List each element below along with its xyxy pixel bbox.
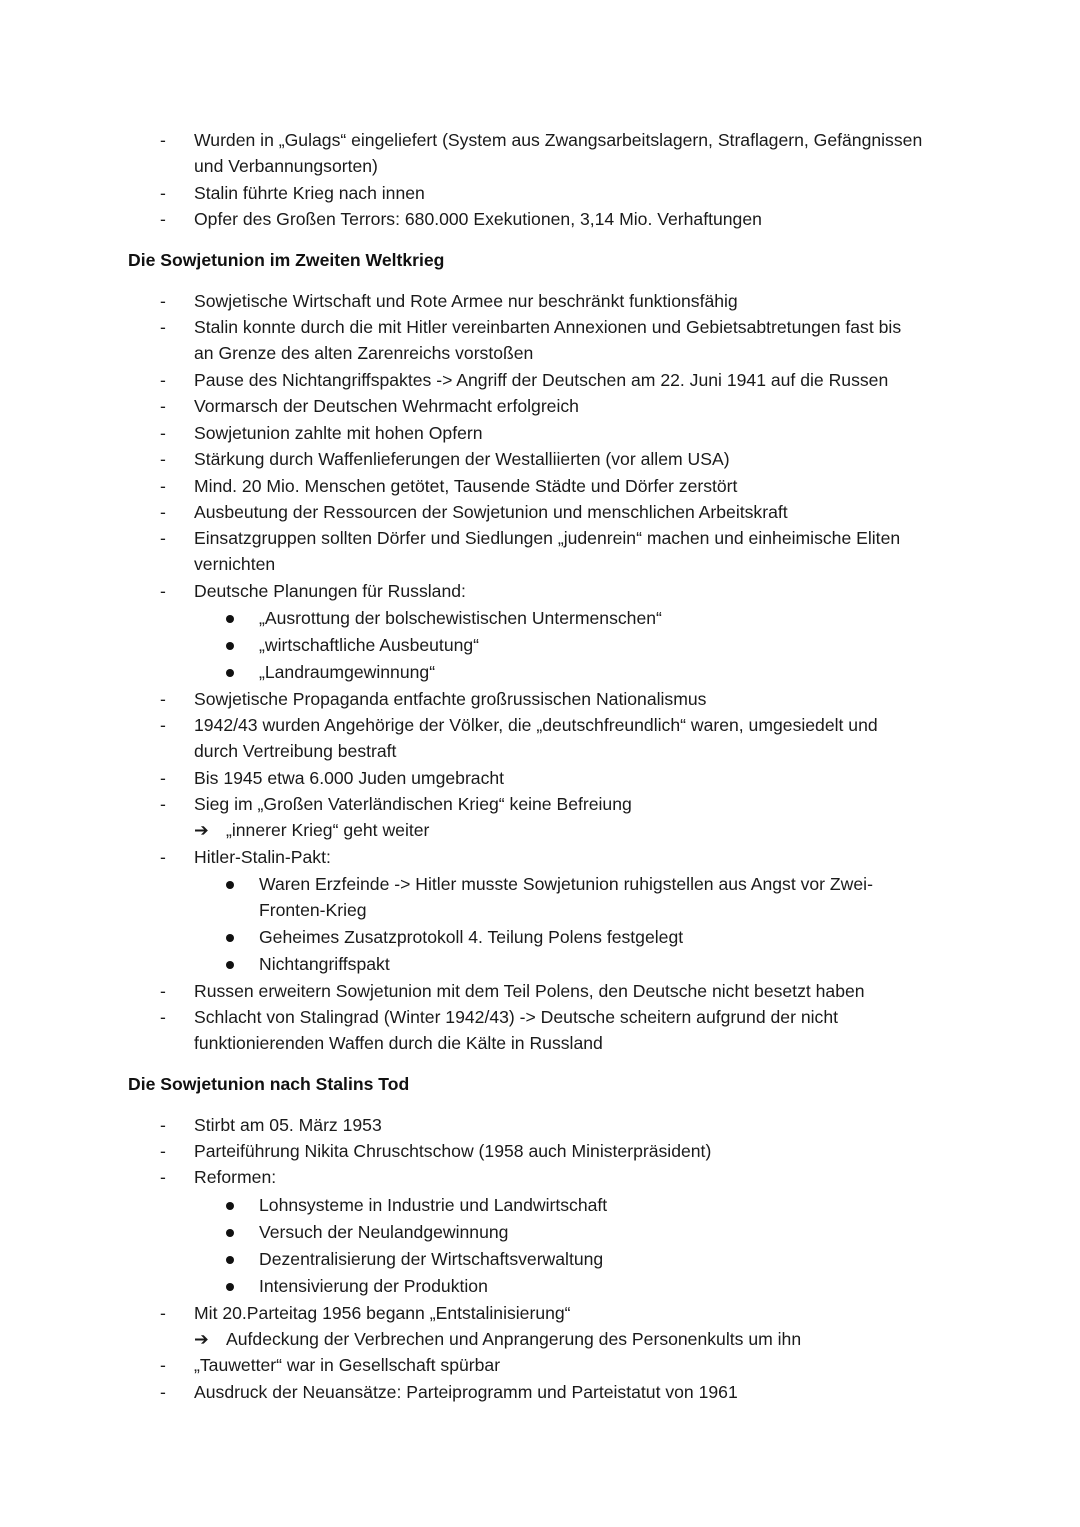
list-item <box>160 499 960 525</box>
dash-marker: - <box>160 476 166 496</box>
section-heading: Die Sowjetunion im Zweiten Weltkrieg <box>128 250 445 270</box>
list-item <box>160 844 960 870</box>
list-item <box>160 367 960 393</box>
dash-marker: - <box>160 1115 166 1135</box>
dash-marker: - <box>160 370 166 390</box>
list-item-text: Ausbeutung der Ressourcen der Sowjetunion und menschlichen Arbeitskraft <box>194 502 788 522</box>
dash-marker: - <box>160 317 166 337</box>
dash-marker: - <box>160 715 166 735</box>
arrow-note <box>194 817 954 843</box>
list-item-text: Mit 20.Parteitag 1956 begann „Entstalinisierung“ <box>194 1303 571 1323</box>
dash-marker: - <box>160 768 166 788</box>
dash-marker: - <box>160 847 166 867</box>
bullet-dot <box>226 961 234 969</box>
dash-marker: - <box>160 981 166 1001</box>
sub-list-item <box>224 951 924 977</box>
arrow-right-icon: ➔ <box>194 820 209 840</box>
list-item <box>160 1138 960 1164</box>
list-item <box>160 473 960 499</box>
bullet-dot <box>226 881 234 889</box>
dash-marker: - <box>160 794 166 814</box>
list-item <box>160 578 960 604</box>
list-item <box>160 712 960 765</box>
list-item-text: Parteiführung Nikita Chruschtschow (1958 auch Ministerpräsident) <box>194 1141 712 1161</box>
dash-marker: - <box>160 396 166 416</box>
sub-list-item-text: Nichtangriffspakt <box>259 954 390 974</box>
arrow-note <box>194 1326 954 1352</box>
list-item <box>160 1300 960 1326</box>
list-item <box>160 1352 960 1378</box>
dash-marker: - <box>160 183 166 203</box>
dash-marker: - <box>160 502 166 522</box>
list-item-text: Russen erweitern Sowjetunion mit dem Teil Polens, den Deutsche nicht besetzt haben <box>194 981 865 1001</box>
dash-marker: - <box>160 423 166 443</box>
list-item <box>160 791 960 817</box>
list-item <box>160 314 960 367</box>
dash-marker: - <box>160 1382 166 1402</box>
section-heading: Die Sowjetunion nach Stalins Tod <box>128 1074 410 1094</box>
sub-list-item-text: Intensivierung der Produktion <box>259 1276 488 1296</box>
list-item-text: Mind. 20 Mio. Menschen getötet, Tausende Städte und Dörfer zerstört <box>194 476 738 496</box>
dash-marker: - <box>160 1303 166 1323</box>
dash-marker: - <box>160 581 166 601</box>
list-item-text: Sowjetunion zahlte mit hohen Opfern <box>194 423 483 443</box>
list-item <box>160 1004 960 1057</box>
list-item-text: 1942/43 wurden Angehörige der Völker, die „deutschfreundlich“ waren, umgesiedelt und durch Vertreibung bestraft <box>194 715 878 762</box>
bullet-dot <box>226 615 234 623</box>
bullet-dot <box>226 1283 234 1291</box>
list-item <box>160 1379 960 1405</box>
list-item <box>160 978 960 1004</box>
dash-marker: - <box>160 689 166 709</box>
list-item-text: Stirbt am 05. März 1953 <box>194 1115 382 1135</box>
dash-marker: - <box>160 449 166 469</box>
list-item-text: Stärkung durch Waffenlieferungen der Westalliierten (vor allem USA) <box>194 449 730 469</box>
dash-marker: - <box>160 291 166 311</box>
sub-list-item-text: „Ausrottung der bolschewistischen Untermenschen“ <box>259 608 662 628</box>
bullet-dot <box>226 1229 234 1237</box>
sub-list-item <box>224 871 924 924</box>
list-item-text: Sieg im „Großen Vaterländischen Krieg“ keine Befreiung <box>194 794 632 814</box>
list-item <box>160 446 960 472</box>
dash-marker: - <box>160 209 166 229</box>
dash-marker: - <box>160 1141 166 1161</box>
bullet-dot <box>226 1256 234 1264</box>
list-item-text: Sowjetische Propaganda entfachte großrussischen Nationalismus <box>194 689 707 709</box>
list-item-text: Sowjetische Wirtschaft und Rote Armee nur beschränkt funktionsfähig <box>194 291 738 311</box>
list-item <box>160 1164 960 1190</box>
list-item-text: Einsatzgruppen sollten Dörfer und Siedlungen „judenrein“ machen und einheimische Eliten vernichten <box>194 528 901 575</box>
list-item-text: Schlacht von Stalingrad (Winter 1942/43) -> Deutsche scheitern aufgrund der nicht funktionierenden Waffen durch die Kälte in Russland <box>194 1007 838 1054</box>
list-item-text: Ausdruck der Neuansätze: Parteiprogramm und Parteistatut von 1961 <box>194 1382 738 1402</box>
sub-list-item <box>224 605 924 631</box>
list-item-text: Hitler-Stalin-Pakt: <box>194 847 331 867</box>
sub-list-item-text: Dezentralisierung der Wirtschaftsverwaltung <box>259 1249 604 1269</box>
sub-list-item <box>224 659 924 685</box>
list-item <box>160 206 960 232</box>
list-item <box>160 686 960 712</box>
list-item-text: Reformen: <box>194 1167 277 1187</box>
list-item-text: Pause des Nichtangriffspaktes -> Angriff der Deutschen am 22. Juni 1941 auf die Russen <box>194 370 889 390</box>
list-item-text: Opfer des Großen Terrors: 680.000 Exekutionen, 3,14 Mio. Verhaftungen <box>194 209 762 229</box>
sub-list-item-text: Lohnsysteme in Industrie und Landwirtschaft <box>259 1195 608 1215</box>
list-item <box>160 1112 960 1138</box>
bullet-dot <box>226 669 234 677</box>
sub-list-item <box>224 1219 924 1245</box>
bullet-dot <box>226 934 234 942</box>
bullet-dot <box>226 642 234 650</box>
list-item-text: „Tauwetter“ war in Gesellschaft spürbar <box>194 1355 501 1375</box>
sub-list-item-text: Geheimes Zusatzprotokoll 4. Teilung Polens festgelegt <box>259 927 684 947</box>
sub-list-item-text: Versuch der Neulandgewinnung <box>259 1222 509 1242</box>
list-item-text: Bis 1945 etwa 6.000 Juden umgebracht <box>194 768 505 788</box>
arrow-note-text: Aufdeckung der Verbrechen und Anprangerung des Personenkults um ihn <box>226 1329 802 1349</box>
sub-list-item-text: Waren Erzfeinde -> Hitler musste Sowjetunion ruhigstellen aus Angst vor Zwei- Fronten-Krieg <box>259 874 873 921</box>
dash-marker: - <box>160 130 166 150</box>
dash-marker: - <box>160 528 166 548</box>
list-item-text: Stalin konnte durch die mit Hitler vereinbarten Annexionen und Gebietsabtretungen fast bis an Grenze des alten Zarenreichs vorstoßen <box>194 317 902 364</box>
list-item-text: Wurden in „Gulags“ eingeliefert (System aus Zwangsarbeitslagern, Straflagern, Gefängnissen und Verbannungsorten) <box>194 130 923 177</box>
sub-list-item <box>224 1273 924 1299</box>
arrow-note-text: „innerer Krieg“ geht weiter <box>226 820 430 840</box>
list-item-text: Stalin führte Krieg nach innen <box>194 183 425 203</box>
sub-list-item <box>224 632 924 658</box>
list-item <box>160 288 960 314</box>
arrow-right-icon: ➔ <box>194 1329 209 1349</box>
dash-marker: - <box>160 1167 166 1187</box>
sub-list-item-text: „wirtschaftliche Ausbeutung“ <box>259 635 480 655</box>
sub-list-item-text: „Landraumgewinnung“ <box>259 662 436 682</box>
list-item <box>160 180 960 206</box>
sub-list-item <box>224 1246 924 1272</box>
bullet-dot <box>226 1202 234 1210</box>
dash-marker: - <box>160 1355 166 1375</box>
sub-list-item <box>224 1192 924 1218</box>
list-item <box>160 393 960 419</box>
list-item <box>160 525 960 578</box>
list-item-text: Deutsche Planungen für Russland: <box>194 581 466 601</box>
sub-list-item <box>224 924 924 950</box>
list-item <box>160 127 960 180</box>
list-item <box>160 765 960 791</box>
list-item <box>160 420 960 446</box>
dash-marker: - <box>160 1007 166 1027</box>
list-item-text: Vormarsch der Deutschen Wehrmacht erfolgreich <box>194 396 579 416</box>
